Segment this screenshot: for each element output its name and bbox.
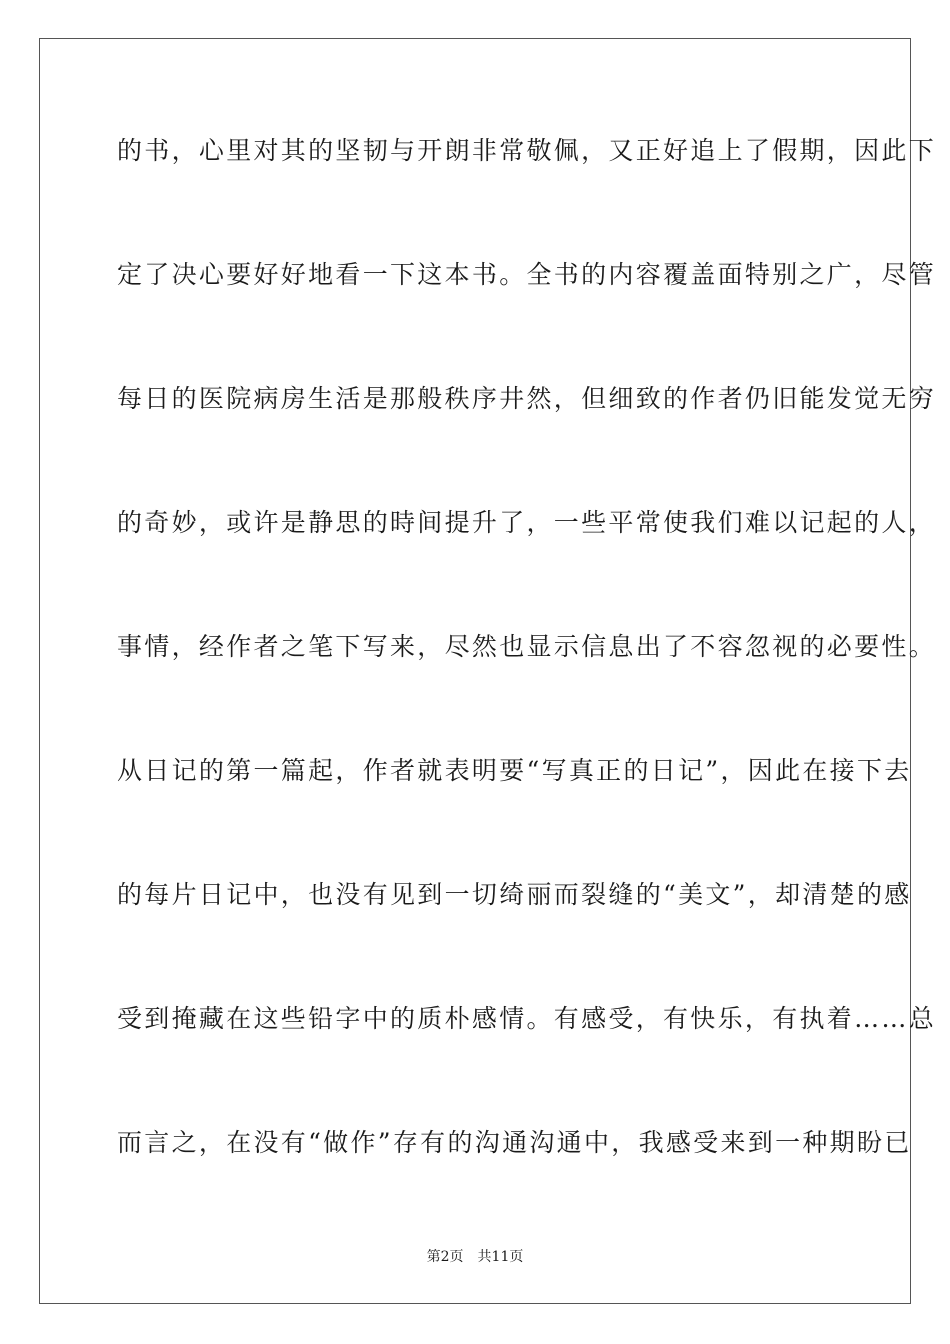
text-line-5: 事情，经作者之笔下写来，尽然也显示信息出了不容忽视的必要性。 <box>117 632 937 661</box>
text-line-4: 的奇妙，或许是静思的時间提升了，一些平常使我们难以记起的人， <box>117 508 937 537</box>
document-body <box>117 120 937 1236</box>
text-line-2: 定了决心要好好地看一下这本书。全书的内容覆盖面特别之广，尽管 <box>117 260 937 289</box>
page-footer <box>0 1246 950 1266</box>
text-line-7: 的每片日记中，也没有见到一切绮丽而裂缝的“美文”，却清楚的感 <box>117 880 912 909</box>
text-line-6: 从日记的第一篇起，作者就表明要“写真正的日记”，因此在接下去 <box>117 756 912 785</box>
text-line-9: 而言之，在没有“做作”存有的沟通沟通中，我感受来到一种期盼已 <box>117 1128 912 1157</box>
text-line-8: 受到掩藏在这些铅字中的质朴感情。有感受，有快乐，有执着……总 <box>117 1004 937 1033</box>
text-line-1: 的书，心里对其的坚韧与开朗非常敬佩，又正好追上了假期，因此下 <box>117 136 937 165</box>
text-line-3: 每日的医院病房生活是那般秩序井然，但细致的作者仍旧能发觉无穷 <box>117 384 937 413</box>
page-number: 第2页 <box>426 1249 464 1265</box>
page-total: 共11页 <box>477 1249 524 1265</box>
